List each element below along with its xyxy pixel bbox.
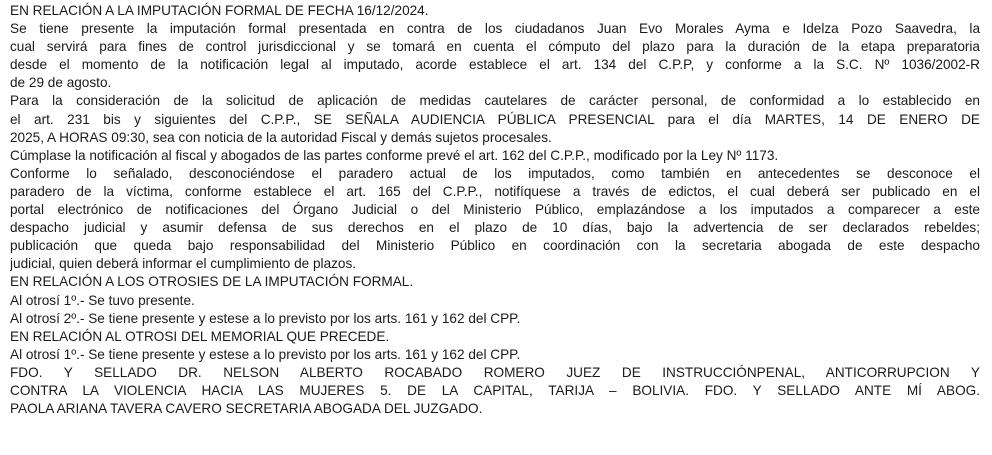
text-line: publicación que queda bajo responsabilidad del Ministerio Público en coordinación con la secretaria abogada de este despacho bbox=[10, 238, 980, 254]
text-line: despacho judicial y asumir defensa de sus derechos en el plazo de 10 días, bajo la advertencia de ser declarados rebeldes; bbox=[10, 220, 980, 236]
text-line: judicial, quien deberá informar el cumplimiento de plazos. bbox=[10, 256, 357, 272]
text-line: Al otrosí 1º.- Se tiene presente y estese a lo previsto por los arts. 161 y 162 del CPP. bbox=[10, 346, 521, 362]
text-line: Al otrosí 2º.- Se tiene presente y estese a lo previsto por los arts. 161 y 162 del CPP. bbox=[10, 310, 521, 326]
text-line: cual servirá para fines de control jurisdiccional y se tomará en cuenta el cómputo del plazo para la duración de la etapa preparatoria bbox=[10, 39, 980, 55]
text-line: EN RELACIÓN AL OTROSI DEL MEMORIAL QUE PRECEDE. bbox=[10, 328, 390, 344]
text-line: de 29 de agosto. bbox=[10, 75, 112, 91]
text-line: portal electrónico de notificaciones del Órgano Judicial o del Ministerio Público, emplazándose a los imputados a comparecer a este bbox=[10, 202, 980, 218]
text-line: EN RELACIÓN A LA IMPUTACIÓN FORMAL DE FECHA 16/12/2024. bbox=[10, 3, 429, 18]
text-line: Cúmplase la notificación al fiscal y abogados de las partes conforme prevé el art. 162 del C.P.P., modificado por la Ley Nº 1173. bbox=[10, 147, 779, 163]
text-line: desde el momento de la notificación legal al imputado, acorde establece el art. 134 del C.P.P, y conforme a la S.C. Nº 1036/2002-R bbox=[10, 57, 980, 73]
text-line: FDO. Y SELLADO DR. NELSON ALBERTO ROCABADO ROMERO JUEZ DE INSTRUCCIÓNPENAL, ANTICORRUPCION Y bbox=[10, 364, 980, 380]
text-line: Se tiene presente la imputación formal presentada en contra de los ciudadanos Juan Evo Morales Ayma e Idelza Pozo Saavedra, la bbox=[10, 21, 980, 37]
text-line: Al otrosí 1º.- Se tuvo presente. bbox=[10, 292, 195, 308]
text-line: EN RELACIÓN A LOS OTROSIES DE LA IMPUTACIÓN FORMAL. bbox=[10, 274, 414, 290]
text-line: 2025, A HORAS 09:30, sea con noticia de la autoridad Fiscal y demás sujetos procesales. bbox=[10, 129, 552, 145]
text-line: el art. 231 bis y siguientes del C.P.P., SE SEÑALA AUDIENCIA PÚBLICA PRESENCIAL para el día MARTES, 14 DE ENERO DE bbox=[10, 111, 980, 127]
text-line: PAOLA ARIANA TAVERA CAVERO SECRETARIA ABOGADA DEL JUZGADO. bbox=[10, 401, 483, 417]
text-line: Para la consideración de la solicitud de aplicación de medidas cautelares de carácter personal, de conformidad a lo establecido en bbox=[10, 93, 980, 109]
text-line: Conforme lo señalado, desconociéndose el paradero actual de los imputados, como también en antecedentes se desconoce el bbox=[10, 165, 980, 181]
text-line: CONTRA LA VIOLENCIA HACIA LAS MUJERES 5. DE LA CAPITAL, TARIJA – BOLIVIA. FDO. Y SELLADO ANTE MÍ ABOG. bbox=[10, 382, 980, 398]
text-line: paradero de la víctima, conforme establece el art. 165 del C.P.P., notifíquese a través de edictos, el cual deberá ser publicado en el bbox=[10, 183, 980, 199]
